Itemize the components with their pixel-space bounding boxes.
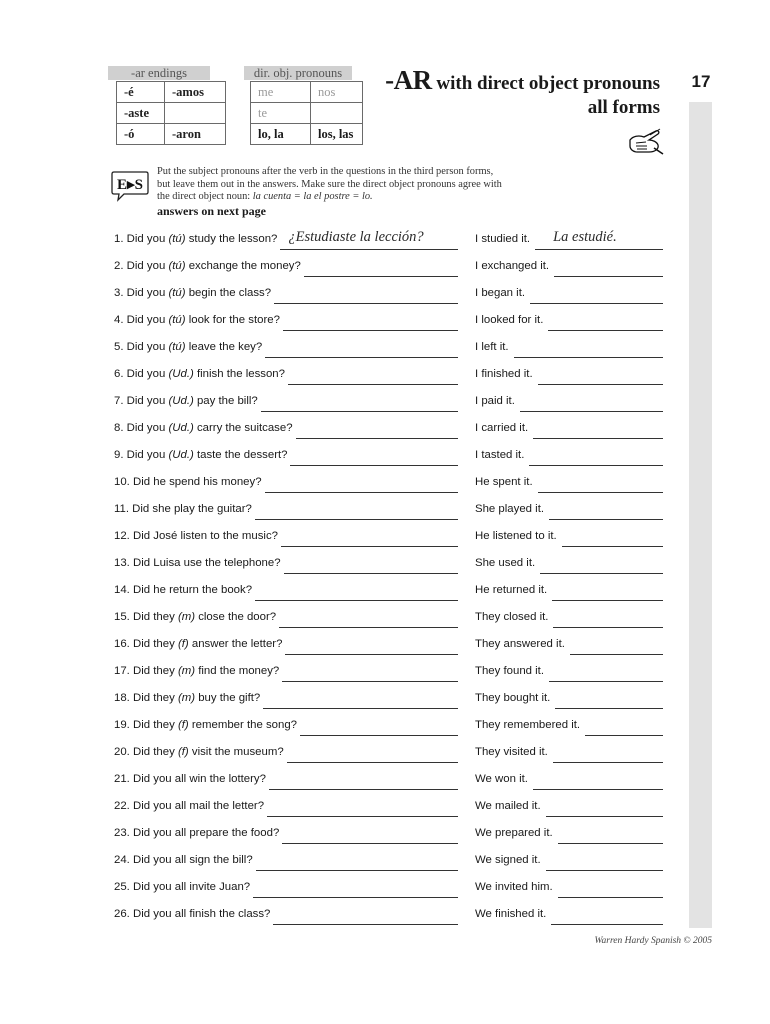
question-stem: Did you all prepare the food?	[133, 827, 280, 839]
question-text	[114, 449, 288, 461]
answer-text: I began it.	[475, 287, 526, 299]
answer-text: He spent it.	[475, 476, 533, 488]
english-to-spanish-icon	[110, 170, 150, 202]
question-stem: Did he spend his money?	[133, 476, 262, 488]
question-text	[114, 314, 280, 326]
endings-row	[117, 124, 226, 145]
question-rest: finish the lesson?	[193, 368, 285, 380]
question-text	[114, 584, 252, 596]
question-answer-blank[interactable]	[283, 330, 458, 331]
subject-pronoun-hint: (tú)	[168, 341, 186, 353]
question-text	[114, 908, 270, 920]
question-text	[114, 233, 277, 245]
question-number: 9.	[114, 449, 127, 461]
question-number: 26.	[114, 908, 133, 920]
question-rest: close the door?	[195, 611, 277, 623]
answers-note: answers on next page	[157, 204, 267, 218]
subject-pronoun-hint: (tú)	[168, 287, 186, 299]
question-answer-blank[interactable]	[281, 546, 458, 547]
question-number: 8.	[114, 422, 127, 434]
spanish-answer-blank[interactable]	[546, 816, 663, 817]
question-text	[114, 611, 276, 623]
question-number: 13.	[114, 557, 133, 569]
question-number: 18.	[114, 692, 133, 704]
sample-spanish-answer: La estudié.	[553, 229, 617, 245]
answer-text: I tasted it.	[475, 449, 525, 461]
question-number: 25.	[114, 881, 133, 893]
answer-text: We finished it.	[475, 908, 547, 920]
spanish-answer-blank[interactable]	[562, 546, 663, 547]
spanish-answer-blank[interactable]	[514, 357, 663, 358]
question-number: 14.	[114, 584, 133, 596]
exercise-row	[0, 368, 770, 395]
answer-text: They closed it.	[475, 611, 549, 623]
question-answer-blank[interactable]	[304, 276, 458, 277]
exercise-row	[0, 503, 770, 530]
question-answer-blank[interactable]	[284, 573, 458, 574]
question-answer-blank[interactable]	[267, 816, 458, 817]
spanish-answer-blank[interactable]	[558, 843, 663, 844]
answer-text: He listened to it.	[475, 530, 557, 542]
question-stem: Did you	[126, 233, 169, 245]
question-stem: Did you	[126, 314, 169, 326]
question-stem: Did José listen to the music?	[133, 530, 278, 542]
question-text	[114, 773, 266, 785]
spanish-answer-blank[interactable]	[552, 600, 663, 601]
question-number: 7.	[114, 395, 127, 407]
spanish-answer-blank[interactable]	[549, 519, 663, 520]
subject-pronoun-hint: (f)	[177, 638, 189, 650]
question-stem: Did you all sign the bill?	[133, 854, 253, 866]
copyright-footer: Warren Hardy Spanish © 2005	[594, 936, 712, 946]
question-stem: Did Luisa use the telephone?	[133, 557, 281, 569]
question-text	[114, 395, 258, 407]
question-answer-blank[interactable]	[300, 735, 458, 736]
question-rest: exchange the money?	[185, 260, 301, 272]
pronouns-cell: me	[251, 82, 311, 103]
es-icon-label: E▸S	[117, 177, 143, 193]
question-rest: find the money?	[195, 665, 280, 677]
question-answer-blank[interactable]	[265, 492, 458, 493]
spanish-answer-blank[interactable]	[551, 924, 663, 925]
question-rest: leave the key?	[185, 341, 263, 353]
spanish-answer-blank[interactable]	[585, 735, 663, 736]
question-answer-blank[interactable]	[261, 411, 458, 412]
question-rest: visit the museum?	[188, 746, 284, 758]
subject-pronoun-hint: (f)	[177, 746, 189, 758]
exercise-row	[0, 229, 770, 260]
question-stem: Did you	[126, 449, 169, 461]
exercise-row	[0, 881, 770, 908]
endings-cell: -ó	[117, 124, 165, 145]
answer-text: I carried it.	[475, 422, 529, 434]
question-number: 4.	[114, 314, 127, 326]
question-number: 2.	[114, 260, 127, 272]
question-stem: Did you	[126, 260, 169, 272]
pronouns-cell: te	[251, 103, 311, 124]
answer-text: They remembered it.	[475, 719, 581, 731]
question-text	[114, 341, 262, 353]
question-text	[114, 287, 271, 299]
exercise-row	[0, 260, 770, 287]
answer-text: She used it.	[475, 557, 536, 569]
endings-cell	[165, 103, 226, 124]
question-number: 3.	[114, 287, 127, 299]
endings-cell: -é	[117, 82, 165, 103]
question-answer-blank[interactable]	[279, 627, 458, 628]
exercise-row	[0, 287, 770, 314]
question-stem: Did they	[133, 638, 178, 650]
question-stem: Did they	[133, 665, 178, 677]
spanish-answer-blank[interactable]	[529, 465, 663, 466]
spanish-answer-blank[interactable]	[548, 330, 663, 331]
answer-text: She played it.	[475, 503, 545, 515]
question-number: 24.	[114, 854, 133, 866]
question-answer-blank[interactable]	[255, 519, 458, 520]
endings-table	[116, 81, 226, 145]
exercise-row	[0, 638, 770, 665]
spanish-answer-blank[interactable]	[553, 762, 663, 763]
spanish-answer-blank[interactable]	[554, 276, 663, 277]
pronouns-cell: nos	[311, 82, 363, 103]
exercise-row	[0, 449, 770, 476]
question-stem: Did they	[133, 719, 178, 731]
exercise-row	[0, 773, 770, 800]
question-text	[114, 476, 262, 488]
answer-text: We prepared it.	[475, 827, 553, 839]
question-stem: Did you all finish the class?	[133, 908, 271, 920]
question-number: 23.	[114, 827, 133, 839]
title-prefix: -AR	[385, 65, 432, 95]
question-number: 10.	[114, 476, 133, 488]
question-text	[114, 557, 281, 569]
question-text	[114, 260, 301, 272]
question-answer-blank[interactable]	[280, 249, 458, 250]
endings-cell: -aste	[117, 103, 165, 124]
question-text	[114, 800, 264, 812]
question-rest: answer the letter?	[188, 638, 283, 650]
spanish-answer-blank[interactable]	[558, 897, 663, 898]
question-answer-blank[interactable]	[282, 681, 458, 682]
question-stem: Did you all invite Juan?	[133, 881, 251, 893]
question-answer-blank[interactable]	[282, 843, 458, 844]
question-rest: study the lesson?	[185, 233, 278, 245]
spanish-answer-blank[interactable]	[540, 573, 663, 574]
question-stem: Did you	[126, 341, 169, 353]
subject-pronoun-hint: (Ud.)	[168, 395, 194, 407]
question-stem: Did she play the guitar?	[132, 503, 252, 515]
subject-pronoun-hint: (Ud.)	[168, 422, 194, 434]
subject-pronoun-hint: (tú)	[168, 260, 186, 272]
subject-pronoun-hint: (Ud.)	[168, 449, 194, 461]
answer-text: I finished it.	[475, 368, 533, 380]
question-number: 1.	[114, 233, 127, 245]
question-text	[114, 692, 260, 704]
question-number: 19.	[114, 719, 133, 731]
title-line1: with direct object pronouns	[431, 73, 660, 94]
instructions-text: Put the subject pronouns after the verb in the questions in the third person forms, but leave them out in the answers. Make sure the direct object pronouns agree with the direct object noun:	[157, 166, 502, 203]
exercise-row	[0, 908, 770, 935]
answer-text: I left it.	[475, 341, 509, 353]
question-answer-blank[interactable]	[290, 465, 458, 466]
question-rest: carry the suitcase?	[193, 422, 293, 434]
pronouns-cell	[311, 103, 363, 124]
answer-text: I paid it.	[475, 395, 515, 407]
question-text	[114, 368, 285, 380]
answer-text: We signed it.	[475, 854, 541, 866]
question-answer-blank[interactable]	[263, 708, 458, 709]
sample-question-answer: ¿Estudiaste la lección?	[288, 229, 424, 245]
question-rest: begin the class?	[185, 287, 272, 299]
question-answer-blank[interactable]	[255, 600, 458, 601]
question-number: 20.	[114, 746, 133, 758]
exercise-row	[0, 719, 770, 746]
endings-box-header: -ar endings	[108, 66, 210, 80]
question-stem: Did they	[133, 611, 178, 623]
question-answer-blank[interactable]	[274, 303, 458, 304]
worksheet-title	[385, 66, 660, 118]
spanish-answer-blank[interactable]	[535, 249, 663, 250]
question-stem: Did you all mail the letter?	[133, 800, 265, 812]
question-stem: Did they	[133, 692, 178, 704]
answer-text: They answered it.	[475, 638, 565, 650]
question-answer-blank[interactable]	[256, 870, 458, 871]
question-stem: Did you all win the lottery?	[133, 773, 266, 785]
exercise-row	[0, 854, 770, 881]
question-answer-blank[interactable]	[296, 438, 458, 439]
spanish-answer-blank[interactable]	[549, 681, 663, 682]
exercise-row	[0, 557, 770, 584]
answer-text: I exchanged it.	[475, 260, 550, 272]
answer-text: They visited it.	[475, 746, 548, 758]
exercise-row	[0, 584, 770, 611]
spanish-answer-blank[interactable]	[555, 708, 663, 709]
exercise-row	[0, 341, 770, 368]
exercise-row	[0, 665, 770, 692]
question-answer-blank[interactable]	[288, 384, 458, 385]
question-answer-blank[interactable]	[253, 897, 458, 898]
subject-pronoun-hint: (f)	[177, 719, 189, 731]
question-stem: Did he return the book?	[133, 584, 253, 596]
spanish-answer-blank[interactable]	[538, 384, 663, 385]
question-stem: Did they	[133, 746, 178, 758]
endings-cell: -aron	[165, 124, 226, 145]
pronouns-row	[251, 124, 363, 145]
question-rest: buy the gift?	[195, 692, 261, 704]
exercise-row	[0, 395, 770, 422]
question-number: 15.	[114, 611, 133, 623]
question-rest: remember the song?	[188, 719, 297, 731]
answer-text: They found it.	[475, 665, 545, 677]
spanish-answer-blank[interactable]	[546, 870, 663, 871]
question-rest: look for the store?	[185, 314, 280, 326]
question-stem: Did you	[126, 422, 169, 434]
exercise-row	[0, 530, 770, 557]
exercise-row	[0, 314, 770, 341]
question-number: 16.	[114, 638, 133, 650]
question-text	[114, 665, 279, 677]
question-text	[114, 854, 253, 866]
question-text	[114, 719, 297, 731]
question-number: 17.	[114, 665, 133, 677]
pronouns-table	[250, 81, 363, 145]
subject-pronoun-hint: (tú)	[168, 233, 186, 245]
question-stem: Did you	[126, 287, 169, 299]
question-number: 22.	[114, 800, 133, 812]
exercise-row	[0, 827, 770, 854]
writing-hand-icon	[627, 126, 665, 156]
exercise-row	[0, 611, 770, 638]
endings-cell: -amos	[165, 82, 226, 103]
exercise-row	[0, 692, 770, 719]
question-answer-blank[interactable]	[265, 357, 458, 358]
instructions	[157, 166, 502, 204]
answer-text: We won it.	[475, 773, 528, 785]
subject-pronoun-hint: (m)	[177, 665, 196, 677]
spanish-answer-blank[interactable]	[533, 789, 663, 790]
page-number: 17	[691, 72, 711, 91]
endings-row	[117, 82, 226, 103]
question-number: 12.	[114, 530, 133, 542]
question-text	[114, 422, 293, 434]
question-answer-blank[interactable]	[273, 924, 458, 925]
title-line2: all forms	[587, 97, 660, 118]
pronouns-row	[251, 82, 363, 103]
subject-pronoun-hint: (m)	[177, 692, 196, 704]
exercise-row	[0, 476, 770, 503]
subject-pronoun-hint: (Ud.)	[168, 368, 194, 380]
question-number: 11.	[114, 503, 133, 515]
instructions-examples: la cuenta = la el postre = lo.	[252, 191, 373, 203]
pronouns-row	[251, 103, 363, 124]
question-text	[114, 827, 279, 839]
question-stem: Did you	[126, 395, 169, 407]
question-text	[114, 881, 250, 893]
question-number: 21.	[114, 773, 133, 785]
question-answer-blank[interactable]	[269, 789, 458, 790]
question-text	[114, 530, 278, 542]
pronouns-cell: los, las	[311, 124, 363, 145]
question-rest: taste the dessert?	[193, 449, 288, 461]
spanish-answer-blank[interactable]	[553, 627, 663, 628]
question-number: 6.	[114, 368, 127, 380]
exercise-row	[0, 422, 770, 449]
pronouns-cell: lo, la	[251, 124, 311, 145]
question-rest: pay the bill?	[193, 395, 258, 407]
answer-text: He returned it.	[475, 584, 548, 596]
endings-row	[117, 103, 226, 124]
answer-text: I looked for it.	[475, 314, 544, 326]
spanish-answer-blank[interactable]	[530, 303, 663, 304]
subject-pronoun-hint: (tú)	[168, 314, 186, 326]
exercise-row	[0, 746, 770, 773]
question-answer-blank[interactable]	[285, 654, 458, 655]
question-text	[114, 638, 282, 650]
question-number: 5.	[114, 341, 127, 353]
spanish-answer-blank[interactable]	[533, 438, 663, 439]
spanish-answer-blank[interactable]	[570, 654, 663, 655]
exercise-row	[0, 800, 770, 827]
answer-text: We invited him.	[475, 881, 553, 893]
question-text	[114, 503, 252, 515]
spanish-answer-blank[interactable]	[520, 411, 663, 412]
question-stem: Did you	[126, 368, 169, 380]
spanish-answer-blank[interactable]	[538, 492, 663, 493]
subject-pronoun-hint: (m)	[177, 611, 196, 623]
answer-text: I studied it.	[475, 233, 531, 245]
answer-text: We mailed it.	[475, 800, 541, 812]
answer-text: They bought it.	[475, 692, 551, 704]
pronouns-box-header: dir. obj. pronouns	[244, 66, 352, 80]
question-text	[114, 746, 284, 758]
question-answer-blank[interactable]	[287, 762, 458, 763]
